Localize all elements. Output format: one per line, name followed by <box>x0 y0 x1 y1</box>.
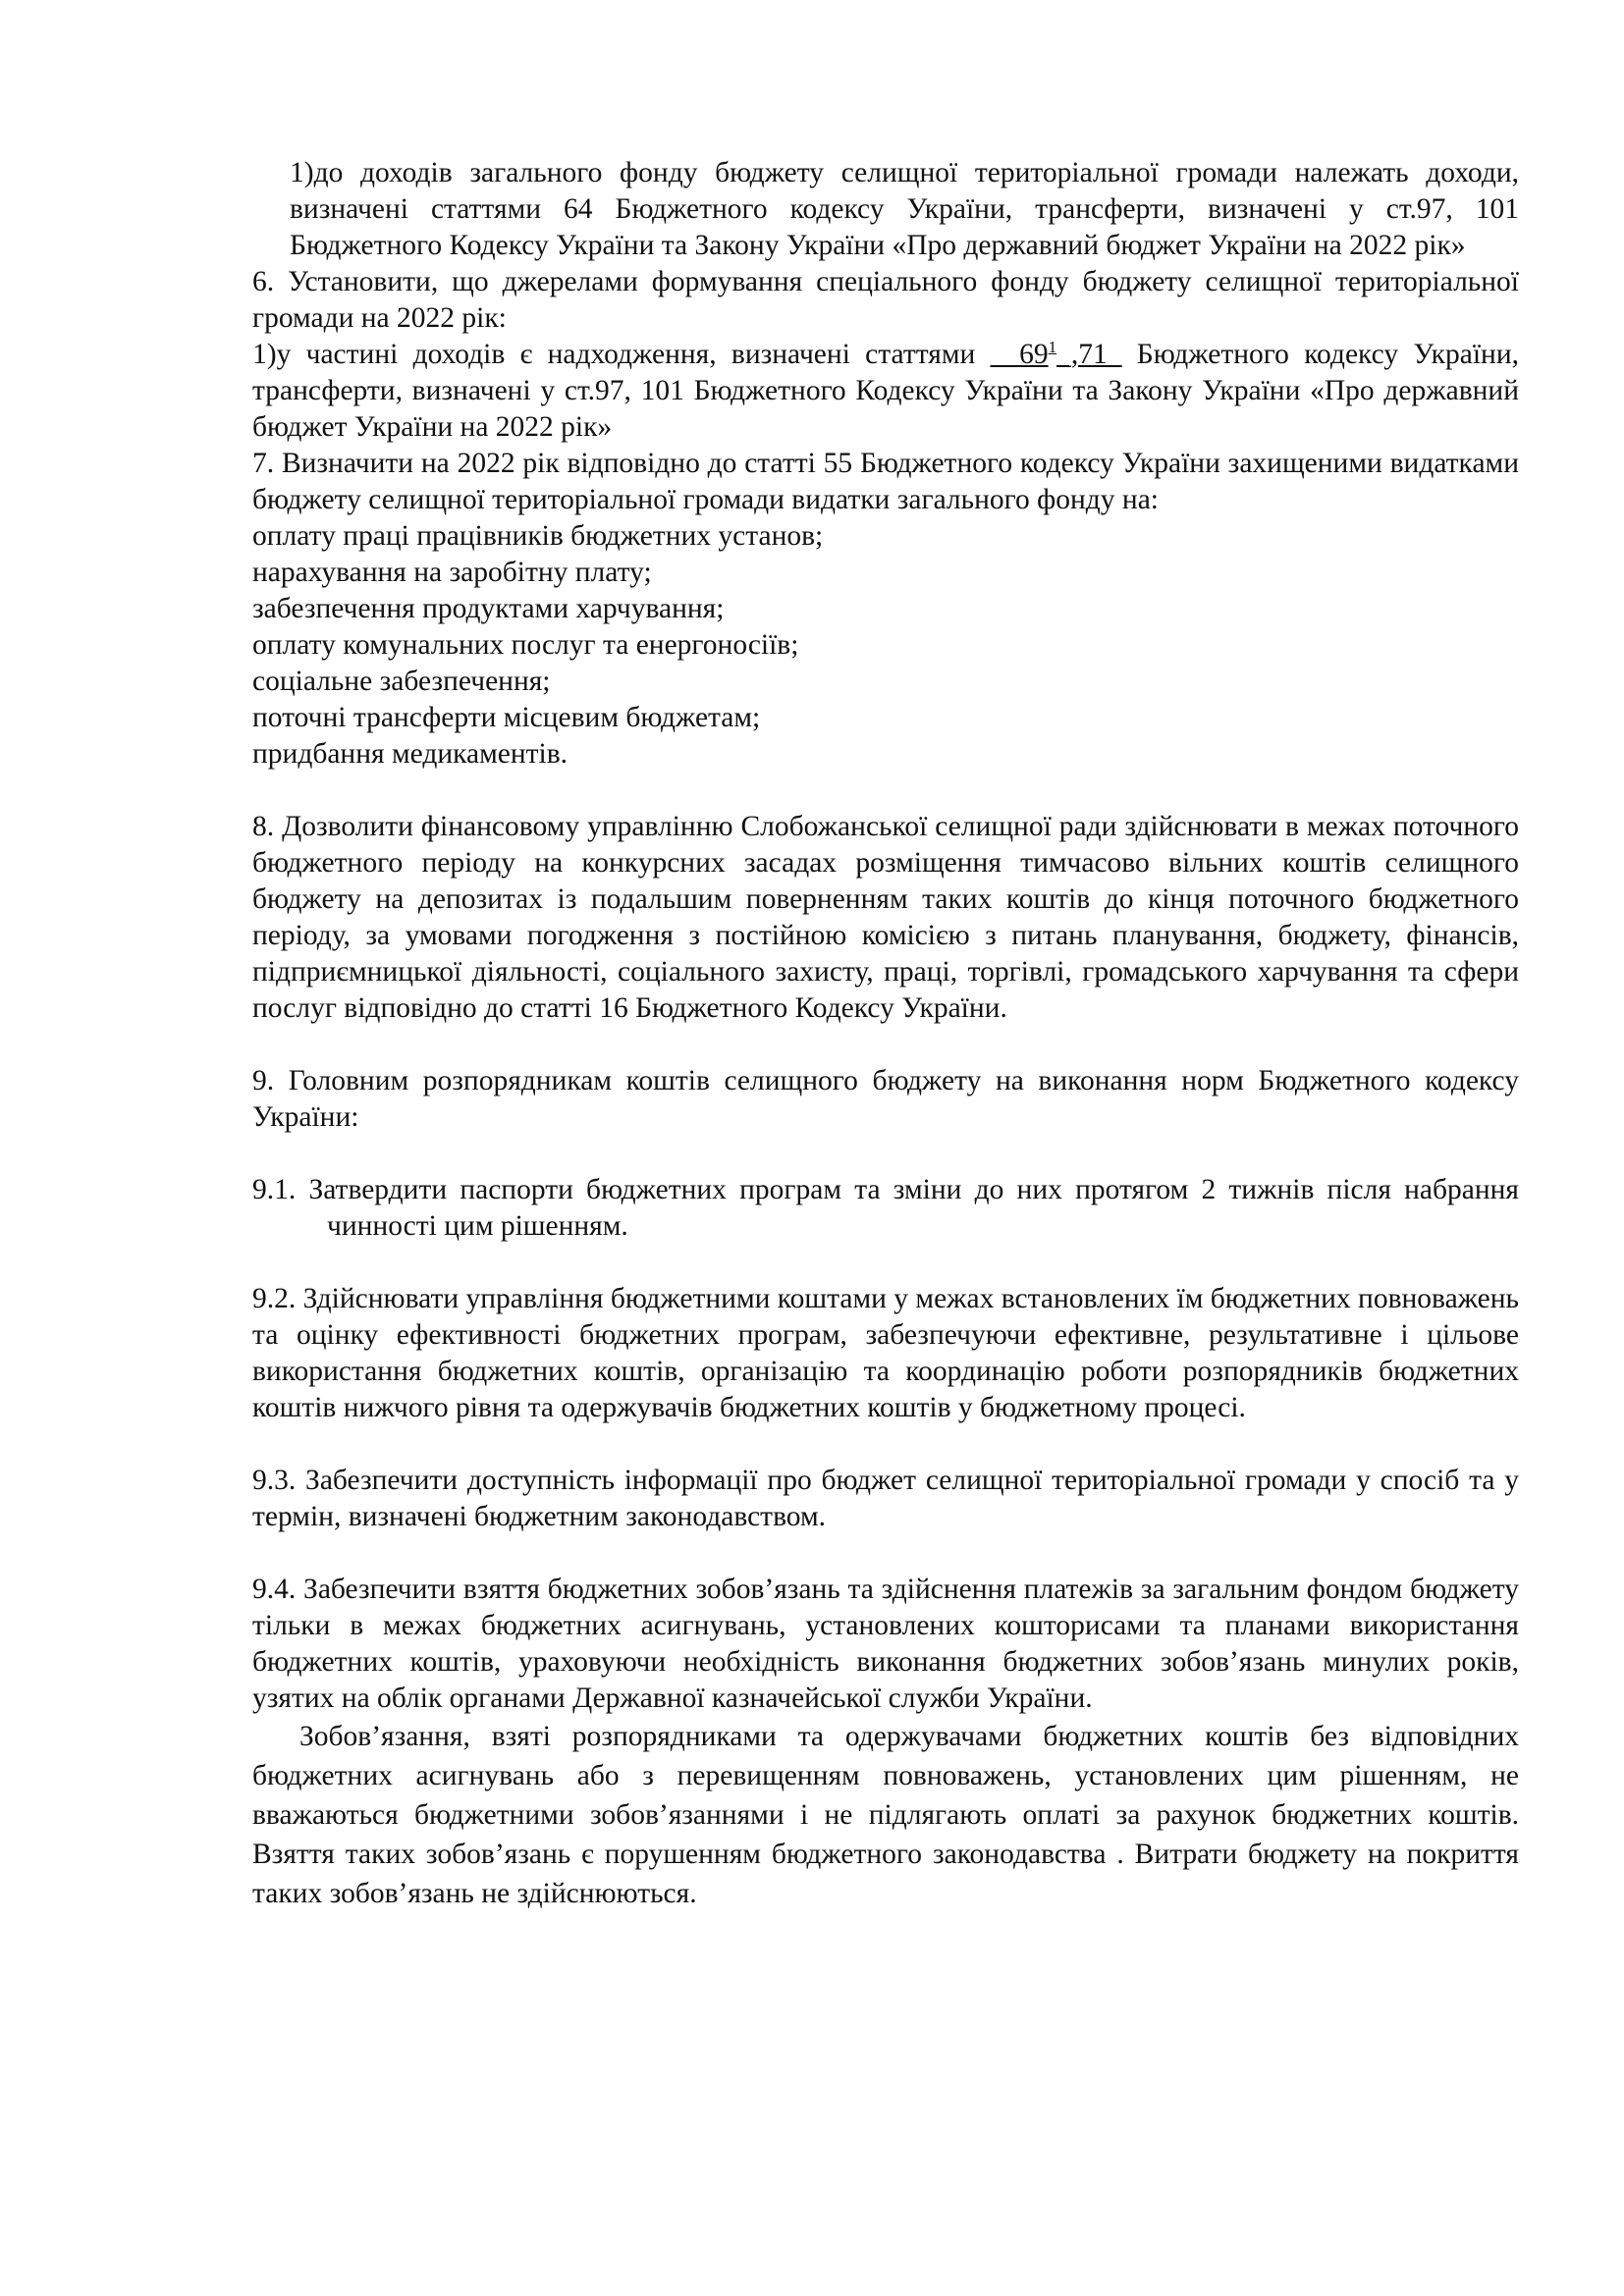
list-item: нарахування на заробітну плату; <box>252 557 652 588</box>
paragraph-9: 9. Головним розпорядникам коштів селищного бюджету на виконання норм Бюджетного кодексу України: <box>252 1065 1519 1133</box>
list-item: поточні трансферти місцевим бюджетам; <box>252 702 761 733</box>
document-page <box>252 155 1519 1913</box>
paragraph-9-4: 9.4. Забезпечити взяття бюджетних зобов’язань та здійснення платежів за загальним фондом бюджету тільки в межах бюджетних асигнувань, установлених кошторисами та планами використання бюджетних коштів, ураховуючи необхідність виконання бюджетних зобов’язань минулих років, узятих на облік органами Державної казначейської служби України. <box>252 1574 1519 1714</box>
paragraph-6-item-1-text-a: 1)у частині доходів є надходження, визначені статтями <box>252 339 991 370</box>
article-number-blank: __69 <box>990 339 1049 370</box>
list-item: оплату комунальних послуг та енергоносіїв; <box>252 629 799 661</box>
paragraph-7: 7. Визначити на 2022 рік відповідно до статті 55 Бюджетного кодексу України захищеними видатками бюджету селищної територіальної громади видатки загального фонду на: <box>252 448 1519 515</box>
article-superscript: 1 <box>1048 338 1057 356</box>
paragraph-9-2: 9.2. Здійснювати управління бюджетними коштами у межах встановлених їм бюджетних повноважень та оцінку ефективності бюджетних програм, забезпечуючи ефективне, результативне і цільове використання бюджетних коштів, організацію та координацію роботи розпорядників бюджетних коштів нижчого рівня та одержувачів бюджетних коштів у бюджетному процесі. <box>252 1283 1519 1423</box>
protected-expenditures-list <box>252 518 1519 773</box>
list-item: оплату праці працівників бюджетних установ; <box>252 520 824 552</box>
article-number-blank-2: _,71_ <box>1056 339 1122 370</box>
list-item: придбання медикаментів. <box>252 738 568 770</box>
list-item: забезпечення продуктами харчування; <box>252 593 725 624</box>
paragraph-9-4-continuation: Зобов’язання, взяті розпорядниками та одержувачами бюджетних коштів без відповідних бюджетних асигнувань або з перевищенням повноважень, установлених цим рішенням, не вважаються бюджетними зобов’язаннями і не підлягають оплаті за рахунок бюджетних коштів. Взяття таких зобов’язань є порушенням бюджетного законодавства . Витрати бюджету на покриття таких зобов’язань не здійснюються. <box>252 1721 1519 1909</box>
paragraph-6-item-1-text-b: Бюджетного кодексу України, трансферти, визначені у ст.97, 101 Бюджетного Кодексу України та Закону України «Про державний бюджет України на 2022 рік» <box>252 339 1520 443</box>
paragraph-6-item-1 <box>252 337 1519 446</box>
paragraph-9-1: 9.1. Затвердити паспорти бюджетних програм та зміни до них протягом 2 тижнів після набрання чинності цим рішенням. <box>252 1174 1519 1242</box>
paragraph-6: 6. Установити, що джерелами формування спеціального фонду бюджету селищної територіальної громади на 2022 рік: <box>252 266 1519 334</box>
paragraph-5-item-1: 1)до доходів загального фонду бюджету селищної територіальної громади належать доходи, визначені статтями 64 Бюджетного кодексу України, трансферти, визначені у ст.97, 101 Бюджетного Кодексу України та Закону України «Про державний бюджет України на 2022 рік» <box>290 157 1519 261</box>
list-item: соціальне забезпечення; <box>252 666 551 697</box>
paragraph-9-3: 9.3. Забезпечити доступність інформації про бюджет селищної територіальної громади у спосіб та у термін, визначені бюджетним законодавством. <box>252 1465 1519 1532</box>
paragraph-8: 8. Дозволити фінансовому управлінню Слобожанської селищної ради здійснювати в межах поточного бюджетного періоду на конкурсних засадах розміщення тимчасово вільних коштів селищного бюджету на депозитах із подальшим поверненням таких коштів до кінця поточного бюджетного періоду, за умовами погодження з постійною комісією з питань планування, бюджету, фінансів, підприємницької діяльності, соціального захисту, праці, торгівлі, громадського харчування та сфери послуг відповідно до статті 16 Бюджетного Кодексу України. <box>252 811 1519 1024</box>
